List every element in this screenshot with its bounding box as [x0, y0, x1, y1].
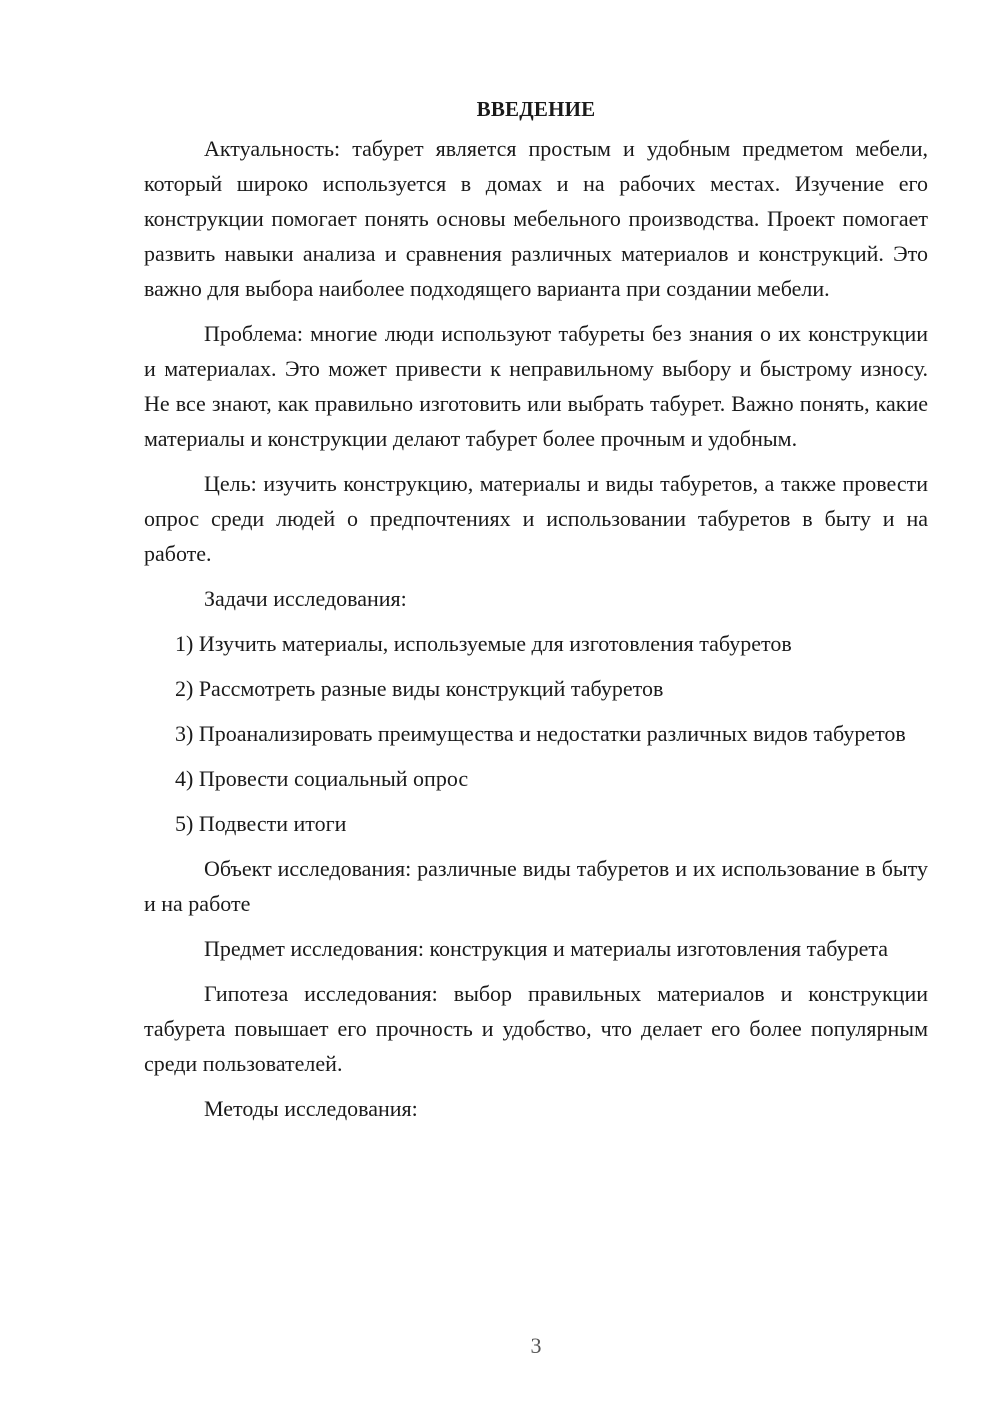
tasks-heading: Задачи исследования: — [204, 586, 407, 611]
task-item: 2) Рассмотреть разные виды конструкций табуретов — [175, 676, 664, 701]
task-item: 1) Изучить материалы, используемые для изготовления табуретов — [175, 631, 792, 656]
paragraph-problem: Проблема: многие люди используют табуреты без знания о их конструкции и материалах. Это может привести к неправильному выбору и быстрому износу. Не все знают, как правильно изготовить или выбрать табурет. Важно понять, какие материалы и конструкции делают табурет более прочным и удобным. — [144, 321, 928, 451]
paragraph-subject: Предмет исследования: конструкция и материалы изготовления табурета — [204, 936, 889, 961]
task-item: 5) Подвести итоги — [175, 811, 347, 836]
methods-heading: Методы исследования: — [204, 1096, 418, 1121]
page-number: 3 — [530, 1333, 542, 1358]
task-item: 4) Провести социальный опрос — [175, 766, 469, 791]
paragraph-object: Объект исследования: различные виды табуретов и их использование в быту и на работе — [144, 856, 928, 916]
paragraph-goal: Цель: изучить конструкцию, материалы и виды табуретов, а также провести опрос среди людей о предпочтениях и использовании табуретов в быту и на работе. — [144, 471, 928, 566]
section-title: ВВЕДЕНИЕ — [476, 97, 596, 121]
document-page — [144, 92, 928, 1126]
task-item: 3) Проанализировать преимущества и недостатки различных видов табуретов — [175, 721, 906, 746]
tasks-list — [144, 626, 928, 841]
paragraph-relevance: Актуальность: табурет является простым и удобным предметом мебели, который широко используется в домах и на рабочих местах. Изучение его конструкции помогает понять основы мебельного производства. Проект помогает развить навыки анализа и сравнения различных материалов и конструкций. Это важно для выбора наиболее подходящего варианта при создании мебели. — [144, 136, 928, 301]
paragraph-hypothesis: Гипотеза исследования: выбор правильных материалов и конструкции табурета повышает его прочность и удобство, что делает его более популярным среди пользователей. — [144, 981, 928, 1076]
